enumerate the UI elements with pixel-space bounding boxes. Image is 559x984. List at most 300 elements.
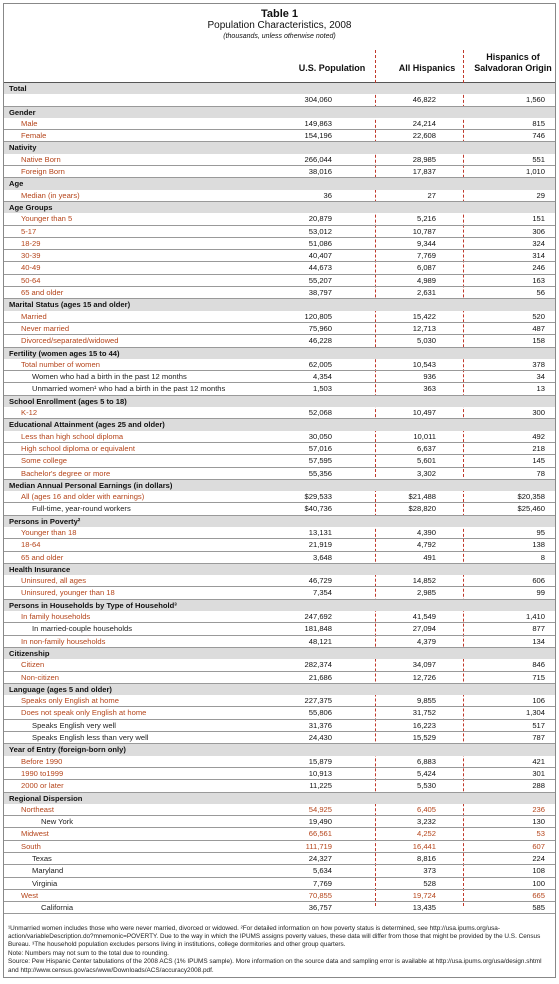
row-label: West: [21, 890, 39, 900]
row-label: High school diploma or equivalent: [21, 443, 135, 453]
table-row: [4, 118, 555, 130]
section-header: [4, 648, 555, 659]
salvadoran-value: 151: [532, 214, 545, 224]
section-header: [4, 107, 555, 118]
all-hispanics-value: 3,232: [416, 817, 436, 827]
table-row: [4, 275, 555, 287]
us-population-value: 36: [323, 190, 332, 200]
table-row: [4, 575, 555, 587]
us-population-value: 75,960: [308, 323, 332, 333]
row-label: Citizen: [21, 660, 45, 670]
table-row: [4, 552, 555, 564]
salvadoran-value: 846: [532, 660, 545, 670]
all-hispanics-value: 12,713: [412, 323, 436, 333]
all-hispanics-value: 6,637: [416, 443, 436, 453]
us-population-value: 66,561: [308, 829, 332, 839]
all-hispanics-value: 373: [423, 866, 436, 876]
salvadoran-value: 585: [532, 903, 545, 913]
row-label: 40-49: [21, 263, 41, 273]
table-row: [4, 672, 555, 684]
row-label: South: [21, 841, 41, 851]
salvadoran-value: 1,304: [525, 708, 545, 718]
row-label: Total: [9, 84, 27, 93]
us-population-value: 13,131: [308, 527, 332, 537]
us-population-value: 111,719: [305, 841, 332, 851]
us-population-value: 46,729: [308, 576, 332, 586]
all-hispanics-value: 10,787: [412, 226, 436, 236]
salvadoran-value: 34: [536, 372, 545, 382]
table-row: [4, 539, 555, 551]
all-hispanics-value: 5,216: [416, 214, 436, 224]
us-population-value: 149,863: [304, 118, 332, 128]
table-row: [4, 707, 555, 719]
salvadoran-value: 95: [536, 527, 545, 537]
salvadoran-value: 787: [532, 733, 545, 743]
all-hispanics-value: 10,011: [413, 431, 436, 441]
table-row: [4, 94, 555, 106]
all-hispanics-value: 24,214: [412, 118, 436, 128]
row-label: Never married: [21, 323, 70, 333]
row-label: 65 and older: [21, 552, 64, 562]
row-label: Median Annual Personal Earnings (in dollars): [9, 480, 173, 490]
salvadoran-value: 56: [536, 288, 545, 298]
table-row: [4, 250, 555, 262]
row-label: Year of Entry (foreign-born only): [9, 745, 126, 755]
section-header: [4, 299, 555, 310]
row-label: Marital Status (ages 15 and older): [9, 300, 131, 310]
us-population-value: 247,692: [304, 612, 332, 622]
all-hispanics-value: 46,822: [412, 95, 436, 105]
section-header: [4, 142, 555, 153]
salvadoran-value: 29: [536, 190, 545, 200]
salvadoran-value: 551: [532, 154, 545, 164]
table-row: [4, 503, 555, 515]
section-header: [4, 202, 555, 213]
all-hispanics-value: $21,488: [408, 492, 436, 502]
row-label: School Enrollment (ages 5 to 18): [9, 396, 127, 406]
salvadoran-value: 1,560: [525, 95, 545, 105]
all-hispanics-value: 19,724: [412, 890, 436, 900]
all-hispanics-value: 4,379: [416, 636, 436, 646]
row-label: Women who had a birth in the past 12 months: [32, 372, 187, 382]
us-population-value: 7,769: [312, 878, 332, 888]
all-hispanics-value: 14,852: [412, 576, 436, 586]
us-population-value: 154,196: [304, 131, 332, 141]
section-header: [4, 348, 555, 359]
col-us-population: U.S. Population: [298, 63, 366, 73]
section-header: [4, 396, 555, 407]
salvadoran-value: 145: [532, 456, 545, 466]
table-row: [4, 407, 555, 419]
us-population-value: 55,806: [308, 708, 332, 718]
row-label: 18-29: [21, 238, 41, 248]
salvadoran-value: 246: [532, 263, 545, 273]
table-row: [4, 890, 555, 902]
row-label: Full-time, year-round workers: [32, 504, 131, 514]
salvadoran-value: 487: [532, 323, 545, 333]
row-label: Some college: [21, 456, 68, 466]
table-row: [4, 383, 555, 395]
table-row: [4, 154, 555, 166]
row-label: 18-64: [21, 540, 41, 550]
col-salvadoran-line1: Hispanics of: [486, 52, 540, 62]
row-label: Total number of women: [21, 359, 100, 369]
salvadoran-value: 746: [532, 131, 545, 141]
us-population-value: 48,121: [308, 636, 332, 646]
table-row: [4, 659, 555, 671]
us-population-value: 24,430: [308, 733, 332, 743]
row-label: New York: [41, 817, 74, 827]
us-population-value: 11,225: [309, 781, 332, 791]
row-label: In non-family households: [21, 636, 106, 646]
row-label: Unmarried women¹ who had a birth in the past 12 months: [32, 384, 226, 394]
all-hispanics-value: 13,435: [412, 903, 436, 913]
all-hispanics-value: 5,424: [416, 768, 436, 778]
section-header: [4, 600, 555, 611]
row-label: Speaks English very well: [32, 720, 116, 730]
row-label: 1990 to1999: [21, 768, 64, 778]
table-row: [4, 323, 555, 335]
section-header: [4, 684, 555, 695]
row-label: Northeast: [21, 804, 54, 814]
us-population-value: 120,805: [304, 311, 332, 321]
all-hispanics-value: 2,985: [416, 588, 436, 598]
table-row: [4, 431, 555, 443]
table-row: [4, 768, 555, 780]
all-hispanics-value: 6,087: [416, 263, 436, 273]
table-row: [4, 311, 555, 323]
salvadoran-value: 877: [532, 624, 545, 634]
section-header: [4, 480, 555, 491]
salvadoran-value: 106: [532, 696, 545, 706]
row-label: Texas: [32, 854, 52, 863]
us-population-value: 7,354: [312, 588, 332, 598]
salvadoran-value: 715: [532, 672, 545, 682]
table-row: [4, 166, 555, 178]
section-header: [4, 793, 555, 804]
all-hispanics-value: 3,302: [416, 468, 436, 478]
row-label: Speaks only English at home: [21, 696, 119, 706]
table-row: [4, 359, 555, 371]
row-label: Uninsured, younger than 18: [21, 588, 115, 598]
row-label: Does not speak only English at home: [21, 708, 147, 718]
footnotes: [8, 925, 551, 975]
all-hispanics-value: $28,820: [408, 504, 436, 514]
us-population-value: 36,757: [308, 903, 332, 913]
us-population-value: 227,375: [304, 696, 332, 706]
all-hispanics-value: 12,726: [412, 672, 436, 682]
us-population-value: 53,012: [308, 226, 332, 236]
row-label: Speaks English less than very well: [32, 733, 149, 743]
column-headers: [4, 44, 555, 83]
table-row: [4, 828, 555, 840]
us-population-value: 31,376: [308, 720, 332, 730]
salvadoran-value: $20,358: [517, 492, 545, 502]
row-label: Nativity: [9, 143, 37, 153]
salvadoran-value: 306: [532, 226, 545, 236]
us-population-value: 21,686: [308, 672, 332, 682]
table-row: [4, 130, 555, 142]
salvadoran-value: 421: [532, 756, 545, 766]
salvadoran-value: 78: [536, 468, 545, 478]
us-population-value: 51,086: [308, 238, 332, 248]
us-population-value: 15,879: [308, 756, 332, 766]
salvadoran-value: 1,410: [525, 612, 545, 622]
section-header: [4, 83, 555, 94]
us-population-value: 70,855: [308, 890, 332, 900]
table-row: [4, 695, 555, 707]
us-population-value: 304,060: [304, 95, 332, 105]
table-row: [4, 816, 555, 828]
all-hispanics-value: 4,989: [416, 275, 436, 285]
us-population-value: 266,044: [304, 154, 332, 164]
footnote-source: Source: Pew Hispanic Center tabulations of the 2008 ACS (1% IPUMS sample). More information on the source data and sampling error is available at http://usa.ipums.org/usa/design.shtml and http://www.census.gov/acs/www/Downloads/ACS/accuracy2008.pdf.: [8, 958, 542, 974]
row-label: Median (in years): [21, 190, 80, 200]
salvadoran-value: 324: [532, 238, 545, 248]
us-population-value: 21,919: [308, 540, 332, 550]
table-title: Table 1: [260, 8, 299, 20]
table-row: [4, 611, 555, 623]
row-label: 30-39: [21, 251, 41, 261]
salvadoran-value: 301: [532, 768, 545, 778]
us-population-value: 55,356: [308, 468, 332, 478]
us-population-value: 57,595: [308, 456, 332, 466]
table-row: [4, 443, 555, 455]
table-row: [4, 587, 555, 599]
row-label: Health Insurance: [9, 564, 71, 574]
all-hispanics-value: 15,422: [412, 311, 436, 321]
salvadoran-value: 314: [532, 251, 545, 261]
all-hispanics-value: 27,094: [412, 624, 436, 634]
table-row: [4, 756, 555, 768]
salvadoran-value: 158: [532, 336, 545, 346]
section-header: [4, 564, 555, 575]
table-row: [4, 491, 555, 503]
us-population-value: 181,848: [304, 624, 332, 634]
all-hispanics-value: 7,769: [416, 251, 436, 261]
salvadoran-value: 300: [532, 408, 545, 418]
all-hispanics-value: 34,097: [412, 660, 436, 670]
row-label: All (ages 16 and older with earnings): [21, 492, 145, 502]
all-hispanics-value: 8,816: [416, 854, 436, 863]
us-population-value: 55,207: [308, 275, 332, 285]
row-label: Regional Dispersion: [9, 793, 83, 803]
us-population-value: 40,407: [308, 251, 332, 261]
all-hispanics-value: 4,252: [416, 829, 436, 839]
salvadoran-value: 288: [532, 781, 545, 791]
salvadoran-value: 100: [532, 878, 545, 888]
table-row: [4, 335, 555, 347]
row-label: California: [41, 903, 74, 913]
table-note: (thousands, unless otherwise noted): [223, 33, 336, 40]
us-population-value: 57,016: [308, 443, 332, 453]
salvadoran-value: 236: [532, 804, 545, 814]
us-population-value: 10,913: [308, 768, 332, 778]
table-row: [4, 262, 555, 274]
table-row: [4, 371, 555, 383]
row-label: Younger than 18: [21, 527, 77, 537]
all-hispanics-value: 363: [423, 384, 436, 394]
row-label: Male: [21, 118, 38, 128]
row-label: Bachelor's degree or more: [21, 468, 111, 478]
table-row: [4, 780, 555, 792]
us-population-value: 44,673: [308, 263, 332, 273]
col-salvadoran-line2: Salvadoran Origin: [474, 63, 552, 73]
row-label: 65 and older: [21, 288, 64, 298]
all-hispanics-value: 9,855: [416, 696, 436, 706]
section-header: [4, 516, 555, 527]
table-row: [4, 527, 555, 539]
section-header: [4, 744, 555, 755]
row-label: Persons in Poverty²: [9, 516, 81, 526]
table-row: [4, 865, 555, 877]
table-row: [4, 226, 555, 238]
row-label: Native Born: [21, 154, 61, 164]
row-label: Language (ages 5 and older): [9, 684, 112, 694]
row-label: Female: [21, 131, 47, 141]
us-population-value: $29,533: [304, 492, 332, 502]
row-label: Gender: [9, 107, 36, 117]
salvadoran-value: 138: [532, 540, 545, 550]
row-label: Non-citizen: [21, 672, 59, 682]
row-label: Divorced/separated/widowed: [21, 336, 119, 346]
us-population-value: 30,050: [308, 431, 332, 441]
footnote-definitions: ¹Unmarried women includes those who were never married, divorced or widowed. ²For detailed information on how poverty status is determined, see http://usa.ipums.org/usa-action/variableDescription.do?mnemonic=POVERTY. Due to the way in which the IPUMS assigns poverty values, these data will differ from those that might be provided by the U.S. Census Bureau. ³The household population excludes persons living in institutions, college dormitories and other group quarters.: [8, 924, 541, 949]
row-label: Fertility (women ages 15 to 44): [9, 348, 120, 358]
row-label: 2000 or later: [21, 781, 64, 791]
salvadoran-value: 606: [532, 576, 545, 586]
all-hispanics-value: 4,792: [416, 540, 436, 550]
row-label: 50-64: [21, 275, 41, 285]
all-hispanics-value: 5,030: [416, 336, 436, 346]
col-all-hispanics: All Hispanics: [398, 63, 456, 73]
us-population-value: 52,068: [308, 408, 332, 418]
row-label: Virginia: [32, 878, 58, 888]
salvadoran-value: $25,460: [517, 504, 545, 514]
all-hispanics-value: 41,549: [412, 612, 436, 622]
row-label: Educational Attainment (ages 25 and older): [9, 420, 165, 430]
row-label: 5-17: [21, 226, 37, 236]
table-row: [4, 636, 555, 648]
salvadoran-value: 13: [536, 384, 545, 394]
salvadoran-value: 108: [532, 866, 545, 876]
us-population-value: 24,327: [308, 854, 332, 863]
us-population-value: 54,925: [308, 804, 332, 814]
table-row: [4, 841, 555, 853]
salvadoran-value: 378: [532, 359, 545, 369]
table-subtitle: Population Characteristics, 2008: [207, 20, 352, 31]
footnote-rounding: Note: Numbers may not sum to the total due to rounding.: [8, 949, 169, 957]
row-label: Before 1990: [21, 756, 63, 766]
salvadoran-value: 607: [532, 841, 545, 851]
all-hispanics-value: 491: [423, 552, 436, 562]
row-label: In married-couple households: [32, 624, 133, 634]
all-hispanics-value: 27: [427, 190, 436, 200]
all-hispanics-value: 2,631: [416, 288, 436, 298]
table-row: [4, 732, 555, 744]
all-hispanics-value: 15,529: [412, 733, 436, 743]
all-hispanics-value: 4,390: [416, 527, 436, 537]
table-row: [4, 238, 555, 250]
table-body: [4, 83, 555, 914]
salvadoran-value: 224: [532, 854, 545, 863]
row-label: Age: [9, 179, 24, 189]
salvadoran-value: 815: [532, 118, 545, 128]
us-population-value: $40,736: [304, 504, 332, 514]
table-row: [4, 902, 555, 914]
row-label: Age Groups: [9, 202, 53, 212]
us-population-value: 5,634: [312, 866, 332, 876]
table-container: [3, 3, 556, 978]
us-population-value: 1,503: [312, 384, 332, 394]
salvadoran-value: 163: [532, 275, 545, 285]
salvadoran-value: 53: [536, 829, 545, 839]
all-hispanics-value: 5,530: [416, 781, 436, 791]
all-hispanics-value: 528: [423, 878, 436, 888]
us-population-value: 4,354: [312, 372, 332, 382]
all-hispanics-value: 22,608: [412, 131, 436, 141]
us-population-value: 38,797: [308, 288, 332, 298]
row-label: Midwest: [21, 829, 49, 839]
all-hispanics-value: 16,441: [412, 841, 436, 851]
table-row: [4, 623, 555, 635]
all-hispanics-value: 6,405: [416, 804, 436, 814]
section-header: [4, 419, 555, 430]
salvadoran-value: 665: [532, 890, 545, 900]
all-hispanics-value: 6,883: [416, 756, 436, 766]
row-label: K-12: [21, 408, 38, 418]
table-row: [4, 468, 555, 480]
row-label: In family households: [21, 612, 91, 622]
all-hispanics-value: 936: [423, 372, 436, 382]
all-hispanics-value: 9,344: [416, 238, 436, 248]
us-population-value: 19,490: [308, 817, 332, 827]
us-population-value: 46,228: [308, 336, 332, 346]
row-label: Younger than 5: [21, 214, 73, 224]
row-label: Foreign Born: [21, 167, 65, 177]
table-row: [4, 287, 555, 299]
us-population-value: 20,879: [308, 214, 332, 224]
table-row: [4, 853, 555, 865]
col-salvadoran: [469, 52, 557, 74]
section-header: [4, 178, 555, 189]
row-label: Persons in Households by Type of Household³: [9, 600, 177, 610]
table-row: [4, 720, 555, 732]
row-label: Uninsured, all ages: [21, 576, 87, 586]
table-row: [4, 213, 555, 225]
us-population-value: 3,648: [312, 552, 332, 562]
salvadoran-value: 1,010: [525, 167, 545, 177]
us-population-value: 62,005: [308, 359, 332, 369]
table-row: [4, 878, 555, 890]
all-hispanics-value: 16,223: [412, 720, 436, 730]
table-row: [4, 455, 555, 467]
all-hispanics-value: 17,837: [412, 167, 436, 177]
salvadoran-value: 99: [536, 588, 545, 598]
salvadoran-value: 130: [532, 817, 545, 827]
salvadoran-value: 134: [532, 636, 545, 646]
row-label: Married: [21, 311, 47, 321]
all-hispanics-value: 28,985: [412, 154, 436, 164]
row-label: Less than high school diploma: [21, 431, 124, 441]
all-hispanics-value: 10,497: [412, 408, 436, 418]
salvadoran-value: 8: [540, 552, 545, 562]
salvadoran-value: 517: [532, 720, 545, 730]
salvadoran-value: 218: [532, 443, 545, 453]
row-label: Maryland: [32, 866, 64, 876]
all-hispanics-value: 31,752: [412, 708, 436, 718]
salvadoran-value: 520: [532, 311, 545, 321]
